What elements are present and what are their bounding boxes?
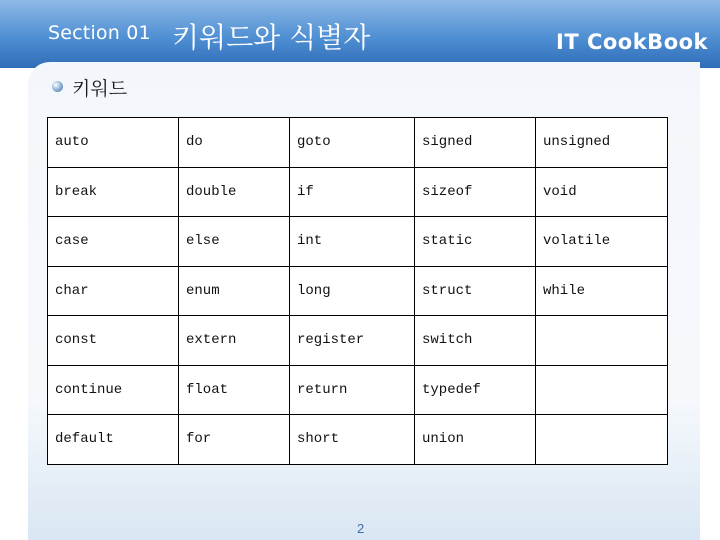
keyword-cell: else <box>179 217 290 267</box>
page-number: 2 <box>357 521 365 536</box>
table-row <box>48 316 668 366</box>
keyword-cell: void <box>536 167 668 217</box>
keyword-cell: auto <box>48 118 179 168</box>
keyword-cell: char <box>48 266 179 316</box>
keyword-cell: do <box>179 118 290 168</box>
keyword-cell: extern <box>179 316 290 366</box>
keyword-cell: struct <box>415 266 536 316</box>
keyword-cell: const <box>48 316 179 366</box>
keyword-cell: break <box>48 167 179 217</box>
keyword-cell: typedef <box>415 365 536 415</box>
keyword-cell: continue <box>48 365 179 415</box>
table-row <box>48 365 668 415</box>
keyword-cell: case <box>48 217 179 267</box>
keyword-cell <box>536 415 668 465</box>
keyword-cell: short <box>290 415 415 465</box>
keyword-cell: register <box>290 316 415 366</box>
keyword-cell: static <box>415 217 536 267</box>
bullet-icon <box>52 81 63 92</box>
keyword-cell: while <box>536 266 668 316</box>
brand-logo: IT CookBook <box>556 30 709 54</box>
section-heading: 키워드 <box>72 78 128 100</box>
keyword-cell: goto <box>290 118 415 168</box>
keyword-cell: for <box>179 415 290 465</box>
keyword-cell: double <box>179 167 290 217</box>
keyword-cell: switch <box>415 316 536 366</box>
keyword-cell <box>536 365 668 415</box>
keyword-cell: signed <box>415 118 536 168</box>
keyword-cell: sizeof <box>415 167 536 217</box>
keyword-cell: enum <box>179 266 290 316</box>
keyword-cell: long <box>290 266 415 316</box>
keyword-cell: float <box>179 365 290 415</box>
table-row <box>48 217 668 267</box>
keyword-cell <box>536 316 668 366</box>
keyword-table <box>47 117 668 465</box>
keyword-cell: default <box>48 415 179 465</box>
table-row <box>48 118 668 168</box>
keyword-cell: return <box>290 365 415 415</box>
keyword-cell: union <box>415 415 536 465</box>
table-row <box>48 167 668 217</box>
slide-header <box>0 0 720 68</box>
table-row <box>48 266 668 316</box>
section-label: Section 01 <box>48 22 151 44</box>
table-row <box>48 415 668 465</box>
keyword-cell: volatile <box>536 217 668 267</box>
slide-title: 키워드와 식별자 <box>172 21 371 54</box>
keyword-cell: int <box>290 217 415 267</box>
keyword-cell: if <box>290 167 415 217</box>
keyword-cell: unsigned <box>536 118 668 168</box>
